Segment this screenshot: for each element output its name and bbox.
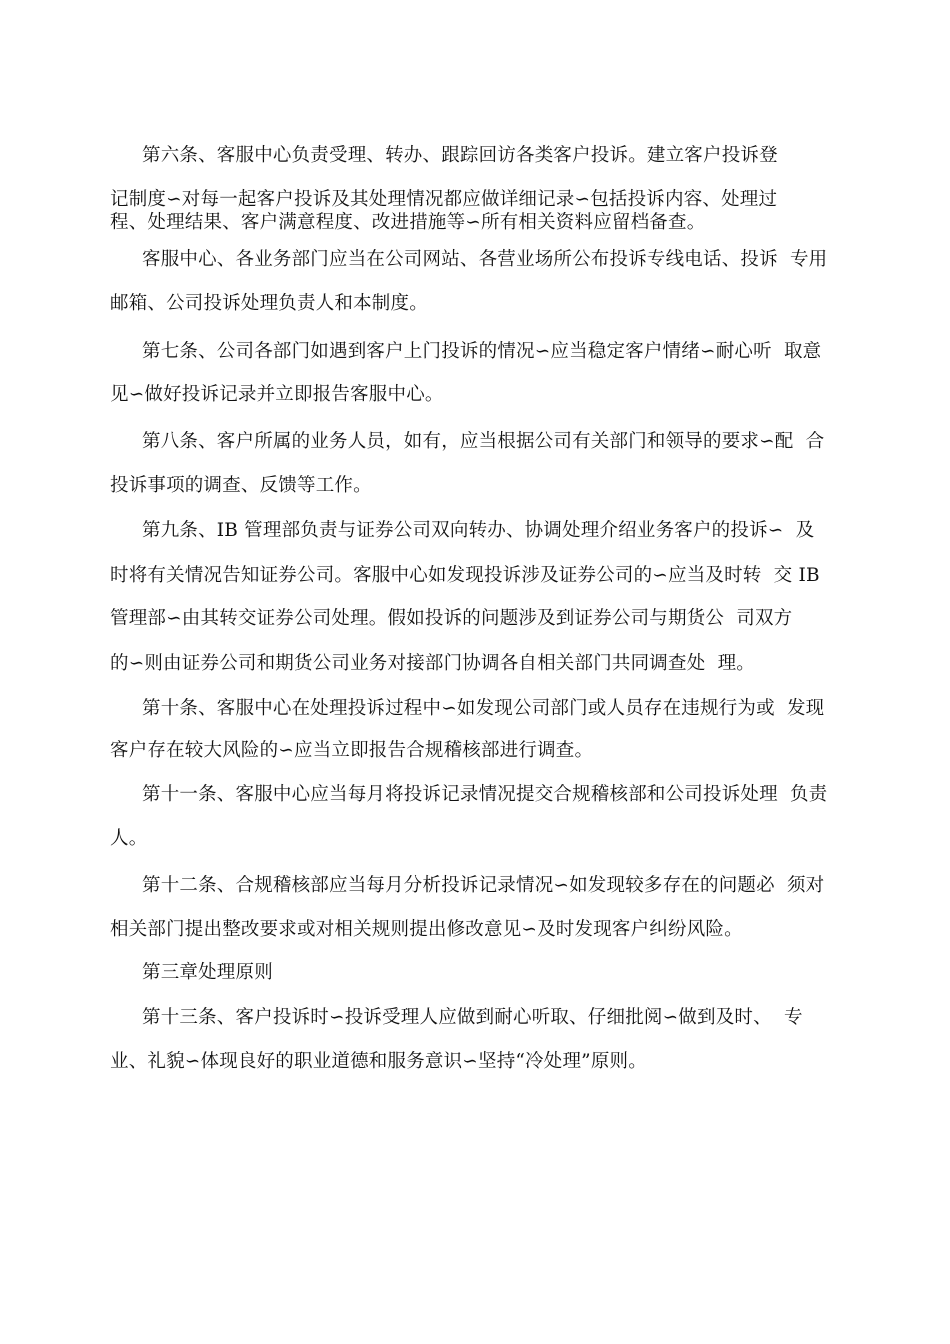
paragraph-line: 第六条、客服中心负责受理、转办、跟踪回访各类客户投诉。建立客户投诉登 — [142, 145, 778, 166]
paragraph-line: 的∽则由证券公司和期货公司业务对接部门协调各自相关部门共同调查处 理。 — [110, 653, 755, 674]
paragraph-line: 第十三条、客户投诉时∽投诉受理人应做到耐心听取、仔细批阅∽做到及时、 专 — [142, 1007, 803, 1028]
paragraph-line: 第七条、公司各部门如遇到客户上门投诉的情况∽应当稳定客户情绪∽耐心听 取意 — [142, 341, 822, 362]
paragraph-line: 第九条、IB 管理部负责与证券公司双向转办、协调处理介绍业务客户的投诉∽ 及 — [142, 520, 815, 541]
paragraph-line: 业、礼貌∽体现良好的职业道德和服务意识∽坚持“冷处理”原则。 — [110, 1051, 647, 1072]
paragraph-line: 客户存在较大风险的∽应当立即报告合规稽核部进行调查。 — [110, 740, 594, 761]
section-heading: 第三章处理原则 — [142, 962, 273, 983]
paragraph-line: 人。 — [110, 828, 148, 849]
paragraph-line: 时将有关情况告知证券公司。客服中心如发现投诉涉及证券公司的∽应当及时转 交 IB — [110, 565, 820, 586]
paragraph-line: 投诉事项的调查、反馈等工作。 — [110, 475, 372, 496]
paragraph-line: 第十二条、合规稽核部应当每月分析投诉记录情况∽如发现较多存在的问题必 须对 — [142, 875, 825, 896]
paragraph-line: 第十条、客服中心在处理投诉过程中∽如发现公司部门或人员存在违规行为或 发现 — [142, 698, 825, 719]
paragraph-line: 第八条、客户所属的业务人员，如有，应当根据公司有关部门和领导的要求∽配 合 — [142, 431, 825, 452]
paragraph-line: 见∽做好投诉记录并立即报告客服中心。 — [110, 384, 444, 405]
paragraph-line: 程、处理结果、客户满意程度、改进措施等∽所有相关资料应留档备查。 — [110, 212, 706, 233]
paragraph-line: 管理部∽由其转交证券公司处理。假如投诉的问题涉及到证券公司与期货公 司双方 — [110, 608, 793, 629]
paragraph-line: 客服中心、各业务部门应当在公司网站、各营业场所公布投诉专线电话、投诉 专用 — [142, 249, 828, 270]
paragraph-line: 第十一条、客服中心应当每月将投诉记录情况提交合规稽核部和公司投诉处理 负责 — [142, 784, 828, 805]
paragraph-line: 邮箱、公司投诉处理负责人和本制度。 — [110, 293, 428, 314]
paragraph-line: 相关部门提出整改要求或对相关规则提出修改意见∽及时发现客户纠纷风险。 — [110, 919, 743, 940]
paragraph-line: 记制度∽对每一起客户投诉及其处理情况都应做详细记录∽包括投诉内容、处理过 — [110, 189, 778, 210]
